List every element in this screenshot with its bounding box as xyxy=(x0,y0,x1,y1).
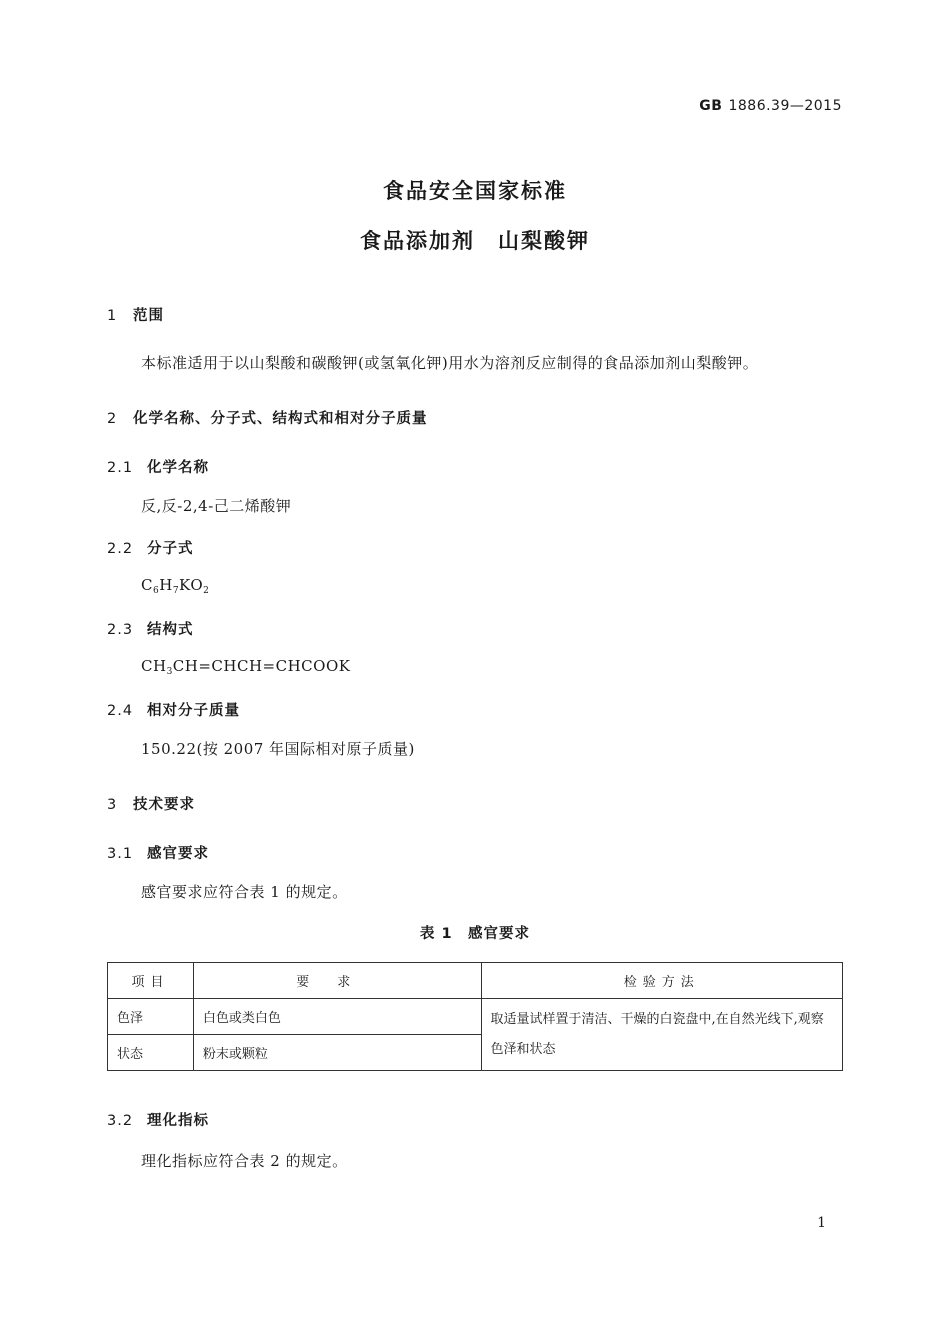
section-number: 2.3 xyxy=(107,622,134,638)
section-number: 2.2 xyxy=(107,541,134,557)
structural-formula: $CH_3CH=CHCH=CHCOOK$ xyxy=(141,657,351,677)
section-title: 化学名称 xyxy=(147,460,209,476)
section-title: 分子式 xyxy=(147,541,194,557)
section-number: 3 xyxy=(107,797,118,813)
section-title: 技术要求 xyxy=(133,797,195,813)
section-title: 范围 xyxy=(133,308,164,324)
molecular-formula: $C_6H_7KO_2$ xyxy=(141,576,210,596)
section-number: 2.4 xyxy=(107,703,134,719)
section-title: 相对分子质量 xyxy=(147,703,240,719)
section-3-heading xyxy=(107,793,195,814)
header-method: 检验方法 xyxy=(481,963,842,999)
sensory-requirements-table xyxy=(107,962,843,1071)
section-2-4-heading xyxy=(107,699,240,720)
standard-number: 1886.39—2015 xyxy=(728,98,842,114)
table-row xyxy=(108,999,843,1035)
section-1-heading xyxy=(107,304,164,325)
section-3-2-heading xyxy=(107,1109,209,1130)
section-title: 结构式 xyxy=(147,622,194,638)
row-requirement: 粉末或颗粒 xyxy=(193,1035,481,1071)
section-title: 理化指标 xyxy=(147,1113,209,1129)
row-requirement: 白色或类白色 xyxy=(193,999,481,1035)
row-item: 色泽 xyxy=(108,999,194,1035)
section-2-2-heading xyxy=(107,537,194,558)
page-number: 1 xyxy=(817,1215,826,1231)
table-header-row xyxy=(108,963,843,999)
section-3-1-text: 感官要求应符合表 1 的规定。 xyxy=(141,883,348,901)
section-3-1-heading xyxy=(107,842,209,863)
section-number: 3.2 xyxy=(107,1113,134,1129)
section-title: 化学名称、分子式、结构式和相对分子质量 xyxy=(133,411,428,427)
document-title: 食品安全国家标准 xyxy=(383,179,567,203)
standard-code xyxy=(699,98,842,114)
header-item: 项目 xyxy=(108,963,194,999)
section-3-2-text: 理化指标应符合表 2 的规定。 xyxy=(141,1152,348,1170)
section-number: 2 xyxy=(107,411,118,427)
section-2-1-heading xyxy=(107,456,209,477)
section-number: 1 xyxy=(107,308,118,324)
section-2-heading xyxy=(107,407,428,428)
document-subtitle: 食品添加剂 山梨酸钾 xyxy=(360,229,590,253)
header-requirement: 要求 xyxy=(193,963,481,999)
section-number: 3.1 xyxy=(107,846,134,862)
section-1-text: 本标准适用于以山梨酸和碳酸钾(或氢氧化钾)用水为溶剂反应制得的食品添加剂山梨酸钾。 xyxy=(141,354,759,372)
inspection-method: 取适量试样置于清洁、干燥的白瓷盘中,在自然光线下,观察色泽和状态 xyxy=(481,999,842,1071)
section-title: 感官要求 xyxy=(147,846,209,862)
standard-prefix: GB xyxy=(699,98,723,114)
chemical-name: 反,反-2,4-己二烯酸钾 xyxy=(141,497,292,515)
row-item: 状态 xyxy=(108,1035,194,1071)
table-1-caption: 表 1 感官要求 xyxy=(419,926,531,942)
molecular-mass: 150.22(按 2007 年国际相对原子质量) xyxy=(141,740,415,758)
section-2-3-heading xyxy=(107,618,194,639)
section-number: 2.1 xyxy=(107,460,134,476)
